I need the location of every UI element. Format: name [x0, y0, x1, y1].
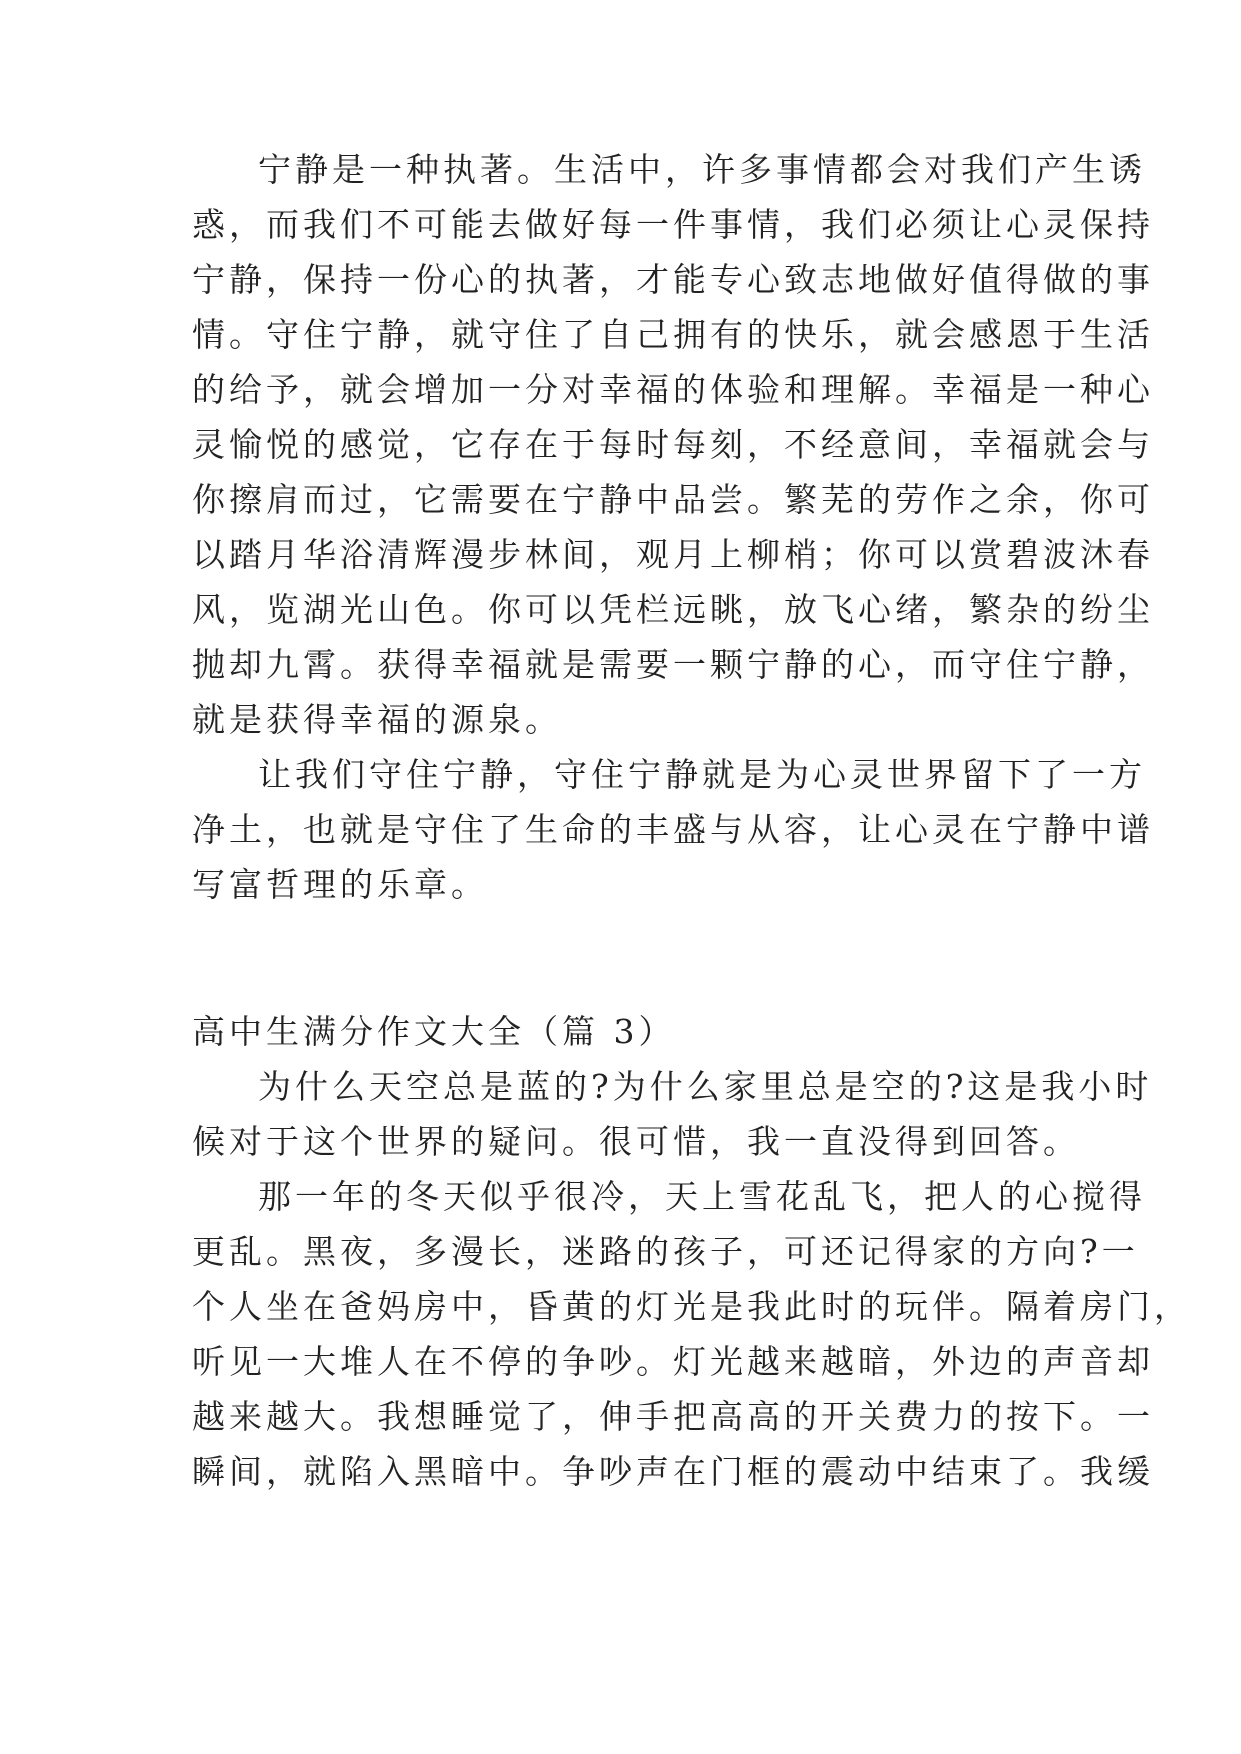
- paragraph-1-line-7: 你擦肩而过，它需要在宁静中品尝。繁芜的劳作之余，你可: [192, 480, 1154, 519]
- paragraph-2-line-2: 净土，也就是守住了生命的丰盛与从容，让心灵在宁静中谱: [192, 810, 1154, 849]
- paragraph-1-line-3: 宁静，保持一份心的执著，才能专心致志地做好值得做的事: [192, 260, 1154, 299]
- paragraph-1-line-1: 宁静是一种执著。生活中，许多事情都会对我们产生诱: [258, 150, 1146, 189]
- paragraph-4-line-3: 个人坐在爸妈房中，昏黄的灯光是我此时的玩伴。隔着房门，: [192, 1287, 1191, 1326]
- paragraph-1-line-9: 风，览湖光山色。你可以凭栏远眺，放飞心绪，繁杂的纷尘: [192, 590, 1154, 629]
- paragraph-1-line-10: 抛却九霄。获得幸福就是需要一颗宁静的心，而守住宁静，: [192, 645, 1154, 684]
- paragraph-4-line-2: 更乱。黑夜，多漫长，迷路的孩子，可还记得家的方向?一: [192, 1232, 1139, 1271]
- paragraph-3-line-2: 候对于这个世界的疑问。很可惜，我一直没得到回答。: [192, 1122, 1080, 1161]
- paragraph-4-line-4: 听见一大堆人在不停的争吵。灯光越来越暗，外边的声音却: [192, 1342, 1154, 1381]
- section-heading: 高中生满分作文大全（篇 3）: [192, 1012, 676, 1051]
- paragraph-4-line-5: 越来越大。我想睡觉了，伸手把高高的开关费力的按下。一: [192, 1397, 1154, 1436]
- paragraph-2-line-3: 写富哲理的乐章。: [192, 865, 488, 904]
- paragraph-4-line-1: 那一年的冬天似乎很冷，天上雪花乱飞，把人的心搅得: [258, 1177, 1146, 1216]
- paragraph-2-line-1: 让我们守住宁静，守住宁静就是为心灵世界留下了一方: [258, 755, 1146, 794]
- paragraph-1-line-8: 以踏月华浴清辉漫步林间，观月上柳梢；你可以赏碧波沐春: [192, 535, 1154, 574]
- paragraph-1-line-4: 情。守住宁静，就守住了自己拥有的快乐，就会感恩于生活: [192, 315, 1154, 354]
- paragraph-1-line-11: 就是获得幸福的源泉。: [192, 700, 562, 739]
- paragraph-3-line-1: 为什么天空总是蓝的?为什么家里总是空的?这是我小时: [258, 1067, 1153, 1106]
- paragraph-1-line-5: 的给予，就会增加一分对幸福的体验和理解。幸福是一种心: [192, 370, 1154, 409]
- paragraph-4-line-6: 瞬间，就陷入黑暗中。争吵声在门框的震动中结束了。我缓: [192, 1452, 1154, 1491]
- paragraph-1-line-6: 灵愉悦的感觉，它存在于每时每刻，不经意间，幸福就会与: [192, 425, 1154, 464]
- paragraph-1-line-2: 惑，而我们不可能去做好每一件事情，我们必须让心灵保持: [192, 205, 1154, 244]
